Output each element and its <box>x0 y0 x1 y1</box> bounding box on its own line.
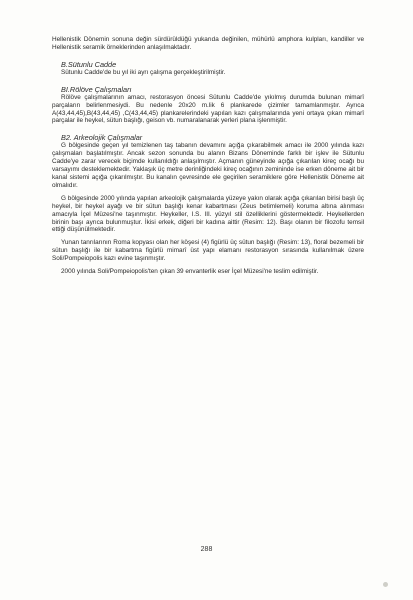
paragraph-roleve: Rölöve çalışmalarının amacı, restorasyon öncesi Sütunlu Cadde'de yıkılmış durumda bulunan mimarî parçaların belirlenmesiydi. Bu nedenle 20x20 m.lik 6 plankarede çizimler tamamlanmıştır. Ayrıca A(43,44,45),B(43,44,45) ,C(43,44,45) plankarelerindeki yapılan kazı çalışmalarında yeni ortaya çıkan mimarî parçalar ile heykel, sütun başlığı, geison vb. numaralanarak yerleri plana işlenmiştir. <box>52 93 364 125</box>
page-content <box>52 36 364 276</box>
paragraph-sutunlu-cadde: Sütunlu Cadde'de bu yıl iki ayrı çalışma gerçekleştirilmiştir. <box>61 68 226 76</box>
paragraph-arkeolojik-2: G bölgesinde 2000 yılında yapılan arkeolojik çalışmalarda yüzeye yakın olarak açığa çıkarılan birisi başlı üç heykel, bir heykel ayağı ve bir sütun başlığı kenar kabartması (Zeus betimlemeli) koruma altına alınması amacıyla İçel Müzesi'ne taşınmıştır. Heykeller, I.S. III. yüzyıl stil özelliklerini göstermektedir. Heykellerden birinin başı ayrıca bulunmuştur. İkisi erkek, diğeri bir kadına aittir (Resim: 12). Başı olanın bir filozofu temsil ettiği düşünülmektedir. <box>52 194 364 234</box>
paragraph-arkeolojik-4: 2000 yılında Soli/Pompeiopolis'ten çıkan 39 envanterlik eser İçel Müzesi'ne teslim edilmiştir. <box>61 268 319 276</box>
section-heading-roleve: BI.Rölöve Çalışmaları <box>61 84 132 94</box>
paragraph-arkeolojik-1: G bölgesinde geçen yıl temizlenen taş tabanın devamını açığa çıkarabilmek amacı ile 2000 yılında kazı çalışmaları başlatılmıştır. Ancak sezon sonunda bu alanın Bizans Döneminde farklı bir işlev ile Sütunlu Cadde'ye zarar verecek biçimde kullanıldığı anlaşılmıştır. Açmanın güneyinde açığa çıkarılan kireç ocağı bu varsayımı desteklemektedir. Yaklaşık üç metre derinliğindeki kireç ocağının zemininde ise erken döneme ait bir kanal sistemi açığa çıkarılmıştır. Bu kanalın çevresinde ele geçirilen seramiklere göre Hellenistik Döneme ait olmalıdır. <box>52 142 364 189</box>
scan-dot-mark <box>383 582 388 587</box>
page-number: 288 <box>200 546 213 553</box>
section-heading-arkeolojik: B2. Arkeolojik Çalışmalar <box>61 133 143 143</box>
section-heading-sutunlu-cadde: B.Sütunlu Cadde <box>61 59 117 69</box>
paragraph-arkeolojik-3: Yunan tanrılarının Roma kopyası olan her köşesi (4) figürlü üç sütun başlığı (Resim: 13), floral bezemeli bir sütun başlığı ile bir kabartma figürlü mimarî üst yapı elamanı restorasyon sırasında kullanılmak üzere Soli/Pompeiopolis kazı evine taşınmıştır. <box>52 239 364 263</box>
intro-paragraph: Hellenistik Dönemin sonuna değin sürdürüldüğü yukarıda değinilen, mühürlü amphora kulpları, kandiller ve Hellenistik seramik örneklerinden anlaşılmaktadır. <box>52 36 364 51</box>
